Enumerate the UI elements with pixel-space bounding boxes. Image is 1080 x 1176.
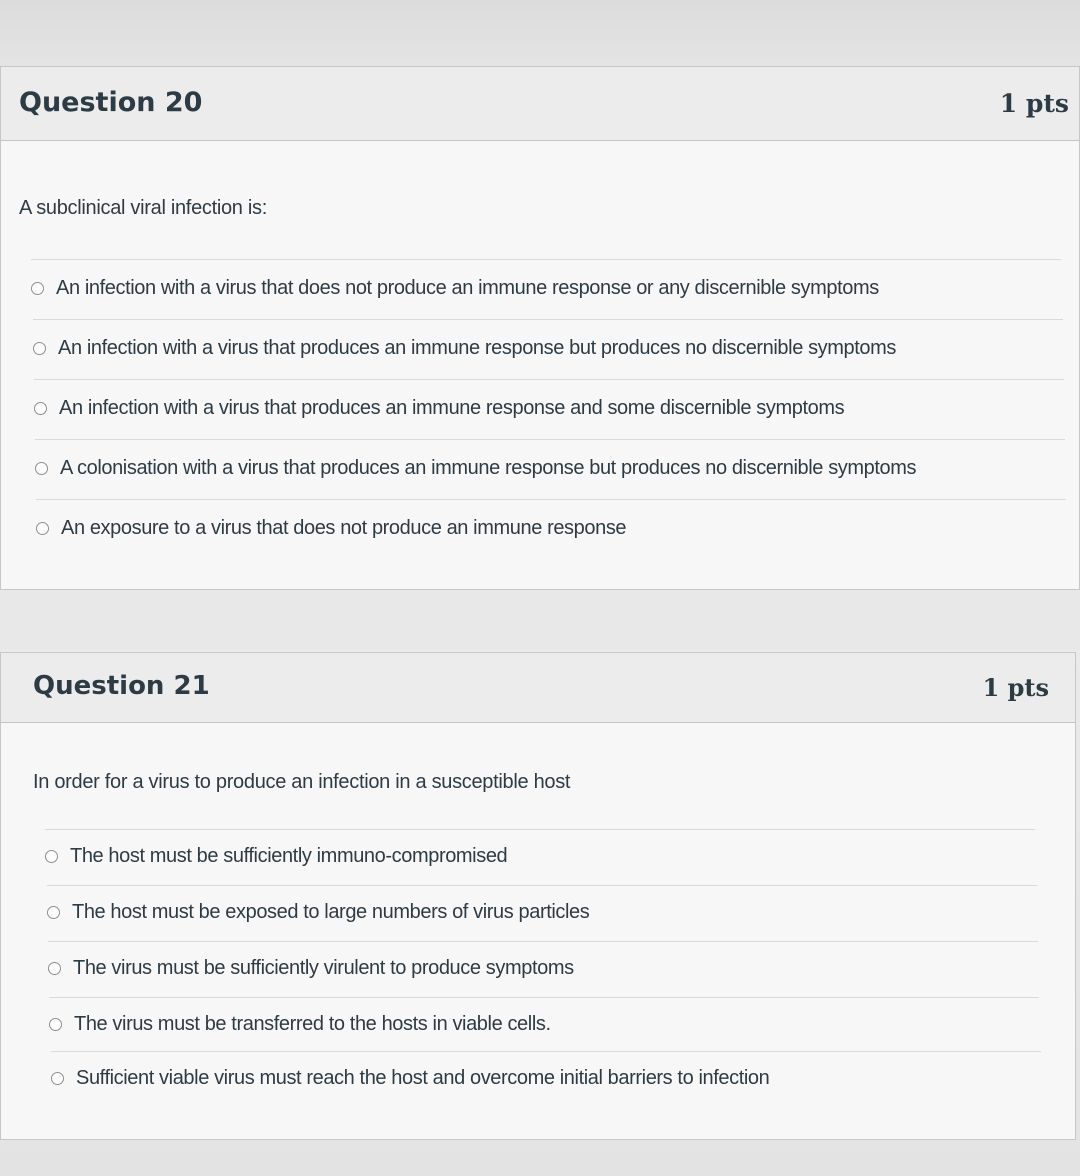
question-21-header — [1, 653, 1075, 723]
question-prompt: A subclinical viral infection is: — [19, 197, 267, 219]
question-title: Question 21 — [33, 671, 210, 701]
radio-button[interactable] — [49, 1018, 62, 1031]
question-points: 1 pts — [982, 673, 1049, 702]
answer-label: Sufficient viable virus must reach the host and overcome initial barriers to infection — [76, 1067, 770, 1089]
question-21-card — [0, 652, 1076, 1140]
answer-option[interactable] — [33, 319, 1063, 377]
answer-option[interactable] — [45, 829, 1035, 883]
answer-label: A colonisation with a virus that produces an immune response but produces no discernible symptoms — [60, 457, 917, 479]
answer-option[interactable] — [34, 379, 1064, 437]
question-spacer — [0, 590, 1080, 650]
radio-button[interactable] — [33, 342, 46, 355]
answer-option[interactable] — [36, 499, 1066, 557]
page-top-band — [0, 0, 1080, 66]
question-title: Question 20 — [19, 87, 203, 118]
answer-label: An infection with a virus that produces an immune response but produces no discernible symptoms — [58, 337, 897, 359]
answer-option[interactable] — [47, 885, 1037, 939]
question-20-card — [0, 66, 1080, 590]
question-20-header — [1, 67, 1079, 141]
question-prompt: In order for a virus to produce an infection in a susceptible host — [33, 771, 571, 793]
radio-button[interactable] — [35, 462, 48, 475]
answer-label: The virus must be sufficiently virulent to produce symptoms — [73, 957, 574, 979]
radio-button[interactable] — [31, 282, 44, 295]
answer-option[interactable] — [31, 259, 1061, 317]
answer-label: The host must be exposed to large numbers of virus particles — [72, 901, 590, 923]
answer-option[interactable] — [35, 439, 1065, 497]
radio-button[interactable] — [47, 906, 60, 919]
radio-button[interactable] — [48, 962, 61, 975]
answer-label: The virus must be transferred to the hosts in viable cells. — [74, 1013, 551, 1035]
answer-option[interactable] — [51, 1051, 1041, 1105]
radio-button[interactable] — [45, 850, 58, 863]
answer-option[interactable] — [49, 997, 1039, 1051]
answer-option[interactable] — [48, 941, 1038, 995]
radio-button[interactable] — [36, 522, 49, 535]
answer-label: An exposure to a virus that does not produce an immune response — [61, 517, 627, 539]
answer-label: An infection with a virus that does not produce an immune response or any discernible symptoms — [56, 277, 879, 299]
answer-label: An infection with a virus that produces an immune response and some discernible symptoms — [59, 397, 845, 419]
answer-label: The host must be sufficiently immuno-compromised — [70, 845, 508, 867]
radio-button[interactable] — [51, 1072, 64, 1085]
radio-button[interactable] — [34, 402, 47, 415]
question-points: 1 pts — [999, 89, 1069, 118]
